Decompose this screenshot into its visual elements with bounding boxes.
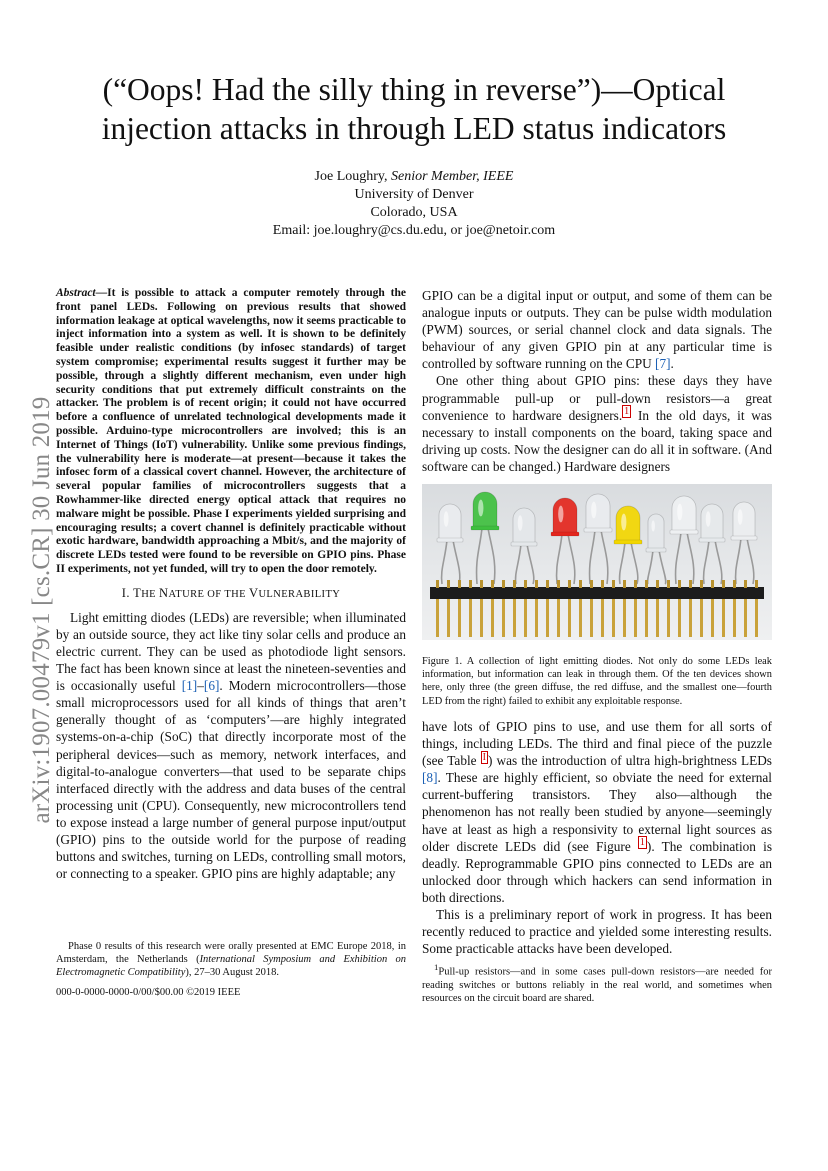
header-pin-top xyxy=(546,580,549,588)
header-pin xyxy=(469,599,472,637)
led-leg xyxy=(442,540,447,584)
header-pin-top xyxy=(755,580,758,588)
header-pin xyxy=(458,599,461,637)
led-highlight xyxy=(478,500,483,517)
pin-header-strip xyxy=(430,587,764,599)
header-pin xyxy=(502,599,505,637)
header-pin-top xyxy=(590,580,593,588)
led-highlight xyxy=(706,511,711,526)
led-rim xyxy=(511,542,537,546)
header-pin-top xyxy=(689,580,692,588)
header-pin-top xyxy=(733,580,736,588)
header-pin xyxy=(612,599,615,637)
led-highlight xyxy=(591,502,596,519)
led-leg xyxy=(620,542,625,584)
header-pin-top xyxy=(480,580,483,588)
header-pin-top xyxy=(678,580,681,588)
header-pin xyxy=(601,599,604,637)
led-highlight xyxy=(444,511,449,526)
header-pin-top xyxy=(744,580,747,588)
footnote-pullup: $^1$Pull-up resistors—and in some cases pull-down resistors—are needed for reading switches or buttons reliably in the real world, and sometimes when resources on the circuit board are shared. xyxy=(422,962,772,1004)
header-pin xyxy=(722,599,725,637)
led-leg xyxy=(601,530,608,584)
header-pin xyxy=(491,599,494,637)
footnote-phase0: Phase 0 results of this research were orally presented at EMC Europe 2018, in Amsterdam, the Netherlands (International Symposium and Exhibition on Electromagnetic Compatibility), 27–30 August 2018. xyxy=(56,941,406,978)
led-rim xyxy=(551,532,579,536)
right-paragraph-2: One other thing about GPIO pins: these days they have programmable pull-up or pull-down resistors—a great convenience to hardware designers. $^1$ In the old days, it was necessary to install components on the board, taking space and driving up costs. Now the designer can do all it in software. (And software can be changed.) Hardware designers xyxy=(422,373,772,474)
header-pin-top xyxy=(502,580,505,588)
led-rim xyxy=(699,538,725,542)
led-leg xyxy=(453,540,460,584)
led-leg xyxy=(648,550,653,584)
led-highlight xyxy=(738,509,743,524)
led-body xyxy=(701,504,723,540)
header-pin xyxy=(436,599,439,637)
led-rim xyxy=(584,528,612,532)
header-pin xyxy=(689,599,692,637)
figure-1-caption: Figure 1. A collection of light emitting diodes. Not only do some LEDs leak information, but information can leak in through them. Of the ten devices shown here, only three (the green diffuse, the red diffuse, and the smallest one—fourth LED from the right) failed to exhibit any exploitable response. xyxy=(422,656,772,707)
led-body xyxy=(648,514,664,550)
led-leg xyxy=(590,530,595,584)
header-pin xyxy=(733,599,736,637)
header-pin xyxy=(557,599,560,637)
citation-link-7[interactable]: [7] xyxy=(655,356,671,372)
header-pin xyxy=(546,599,549,637)
header-pin xyxy=(656,599,659,637)
led-body xyxy=(586,494,610,530)
led-leg xyxy=(631,542,638,584)
copyright-notice: 000-0-0000-0000-0/00/$00.00 ©2019 IEEE xyxy=(56,987,241,998)
led-rim xyxy=(437,538,463,542)
header-pin xyxy=(579,599,582,637)
led-leg xyxy=(557,534,562,584)
abstract xyxy=(56,287,406,577)
header-pin-top xyxy=(568,580,571,588)
led-body xyxy=(553,498,577,534)
header-pin xyxy=(447,599,450,637)
footnote-mark: 1 xyxy=(434,962,439,972)
header-pin xyxy=(568,599,571,637)
led-leg xyxy=(687,532,694,584)
led-highlight xyxy=(558,506,563,523)
led-leg xyxy=(477,528,482,584)
arxiv-identifier-text: arXiv:1907.00479v1 [cs.CR] 30 Jun 2019 xyxy=(28,396,55,824)
author-role: Senior Member, IEEE xyxy=(391,169,514,184)
led-photo-illustration xyxy=(422,484,772,640)
figure-1-led-photo xyxy=(422,484,772,640)
figure-link-1[interactable]: 1 xyxy=(639,837,645,849)
author-name: Joe Loughry, xyxy=(314,169,391,184)
header-pin xyxy=(535,599,538,637)
header-pin xyxy=(755,599,758,637)
section1-paragraph-1: Light emitting diodes (LEDs) are reversible; when illuminated by an outside source, they act like tiny solar cells and produce an electric current. They can be used as photodiode light sensors. The fact has been known since at least the nineteen-seventies and is occasionally useful [1]–[6]. Modern microcontrollers—those small microprocessors used for all kinds of things that aren’t generally thought of as ‘computers’—are highly integrated systems-on-a-chip (SoC) that directly incorporate most of the peripheral devices—such as memory, network interfaces, and digital-to-analogue converters—that used to be separate chips interfaced directly with the address and data buses of the central processing unit (CPU). Consequently, new microcontrollers tend to expose instead a large number of general purpose input/output (GPIO) pins to the outside world for the purpose of reading buttons and switches, turning on LEDs, controlling small motors, or connecting to a speaker. GPIO pins are highly adaptable; any xyxy=(56,609,406,882)
led-leg xyxy=(488,528,495,584)
led-body xyxy=(616,506,640,542)
header-pin xyxy=(678,599,681,637)
header-pin-top xyxy=(535,580,538,588)
led-body xyxy=(473,492,497,528)
led-body xyxy=(672,496,696,532)
header-pin-top xyxy=(436,580,439,588)
header-pin-top xyxy=(722,580,725,588)
led-rim xyxy=(646,548,666,552)
author-affiliation: University of Denver xyxy=(354,187,474,202)
header-pin xyxy=(667,599,670,637)
citation-link-6[interactable]: [6] xyxy=(203,678,220,694)
led-body xyxy=(439,504,461,540)
author-location: Colorado, USA xyxy=(370,205,458,220)
abstract-label: Abstract xyxy=(56,287,96,299)
led-leg xyxy=(704,540,709,584)
header-pin xyxy=(700,599,703,637)
led-highlight xyxy=(677,504,682,521)
header-pin-top xyxy=(612,580,615,588)
header-pin xyxy=(623,599,626,637)
led-rim xyxy=(731,536,757,540)
header-pin-top xyxy=(634,580,637,588)
header-pin-top xyxy=(469,580,472,588)
led-body xyxy=(733,502,755,538)
footnote-link-1[interactable]: 1 xyxy=(624,406,630,418)
led-rim xyxy=(471,526,499,530)
table-link-1[interactable]: I xyxy=(482,751,486,763)
header-pin-top xyxy=(700,580,703,588)
author-email: Email: joe.loughry@cs.du.edu, or joe@netoir.com xyxy=(272,223,556,238)
section-heading-1: I. THE NATURE OF THE VULNERABILITY xyxy=(121,585,341,600)
led-leg xyxy=(747,538,754,584)
author-line xyxy=(164,168,664,186)
led-highlight xyxy=(518,515,523,530)
led-leg xyxy=(568,534,575,584)
header-pin-top xyxy=(667,580,670,588)
led-leg xyxy=(516,544,521,584)
header-pin-top xyxy=(711,580,714,588)
led-rim xyxy=(614,540,642,544)
header-pin xyxy=(645,599,648,637)
header-pin-top xyxy=(557,580,560,588)
led-leg xyxy=(527,544,534,584)
header-pin xyxy=(634,599,637,637)
header-pin xyxy=(513,599,516,637)
header-pin-top xyxy=(579,580,582,588)
abstract-text: —It is possible to attack a computer remotely through the front panel LEDs. Following on previous results that showed information leakage at optical wavelengths, now it seems practicable to inject information into a system as well. It is shown to be definitely feasible under realistic conditions (by infosec standards) of target system compromise; experimental results suggest it further may be possible, through a slightly different mechanism, even under high security conditions that put extremely difficult constraints on the attacker. The problem is of recent origin; it could not have occurred before a confluence of unrelated technological developments made it possible. Arduino-type microcontrollers are involved; this is an Internet of Things (IoT) vulnerability. Unlike some previous findings, the vulnerability here is moderate—at present—because it takes the infosec form of a classical covert channel. However, the architecture of several popular families of microcontrollers suggests that a Rowhammer-like directed energy optical attack that requires no malware might be possible. Phase I experiments yielded surprising and encouraging results; a covert channel is definitely practicable without exotic hardware, bandwidth approaching a Mbit/s, and the majority of discrete LEDs tested were found to be reversible on GPIO pins. Phase II experiments, not yet funded, will try to open the door remotely. xyxy=(56,287,406,575)
right-paragraph-3: have lots of GPIO pins to use, and use them for all sorts of things, including LEDs. The third and final piece of the puzzle (see Table $^I$ ) was the introduction of ultra high-brightness LEDs [8]. These are highly efficient, so obviate the need for external current-buffering transistors. They also—although the phenomenon has not really been studied by anyone—seemingly have at least as high a responsivity to external light sources as older discrete LEDs did (see Figure $^1$ ). The combination is deadly. Reprogrammable GPIO pins connected to LEDs are an unlocked door through which hackers can send information in both directions. xyxy=(422,719,773,905)
header-pin-top xyxy=(513,580,516,588)
header-pin xyxy=(590,599,593,637)
header-pin-top xyxy=(447,580,450,588)
led-leg xyxy=(715,540,722,584)
header-pin-top xyxy=(491,580,494,588)
header-pin-top xyxy=(623,580,626,588)
header-pin xyxy=(711,599,714,637)
header-pin xyxy=(524,599,527,637)
right-column-lower xyxy=(422,718,772,957)
header-pin xyxy=(480,599,483,637)
led-body xyxy=(513,508,535,544)
led-leg xyxy=(736,538,741,584)
header-pin-top xyxy=(656,580,659,588)
led-leg xyxy=(659,550,666,584)
right-paragraph-1: GPIO can be a digital input or output, and some of them can be analogue inputs or outputs. They can be pulse width modulation (PWM) sources, or serial channel clock and data signals. The behaviour of any given GPIO pin at any particular time is controlled by software running on the CPU [7]. xyxy=(422,288,772,372)
header-pin-top xyxy=(458,580,461,588)
left-column xyxy=(56,287,406,882)
header-pin xyxy=(744,599,747,637)
citation-link-1[interactable]: [1] xyxy=(181,678,198,694)
led-highlight xyxy=(621,514,626,531)
led-rim xyxy=(670,530,698,534)
header-pin-top xyxy=(524,580,527,588)
header-pin-top xyxy=(601,580,604,588)
citation-link-8[interactable]: [8] xyxy=(422,770,438,786)
led-leg xyxy=(676,532,681,584)
header-pin-top xyxy=(645,580,648,588)
led-highlight xyxy=(651,520,655,531)
right-column xyxy=(422,287,772,475)
right-paragraph-4: This is a preliminary report of work in progress. It has been recently reduced to practice and yielded some interesting results. Some practicable attacks have been developed. xyxy=(422,907,772,957)
paper-title: (“Oops! Had the silly thing in reverse”)—Optical injection attacks in through LED status indicators xyxy=(101,72,727,146)
